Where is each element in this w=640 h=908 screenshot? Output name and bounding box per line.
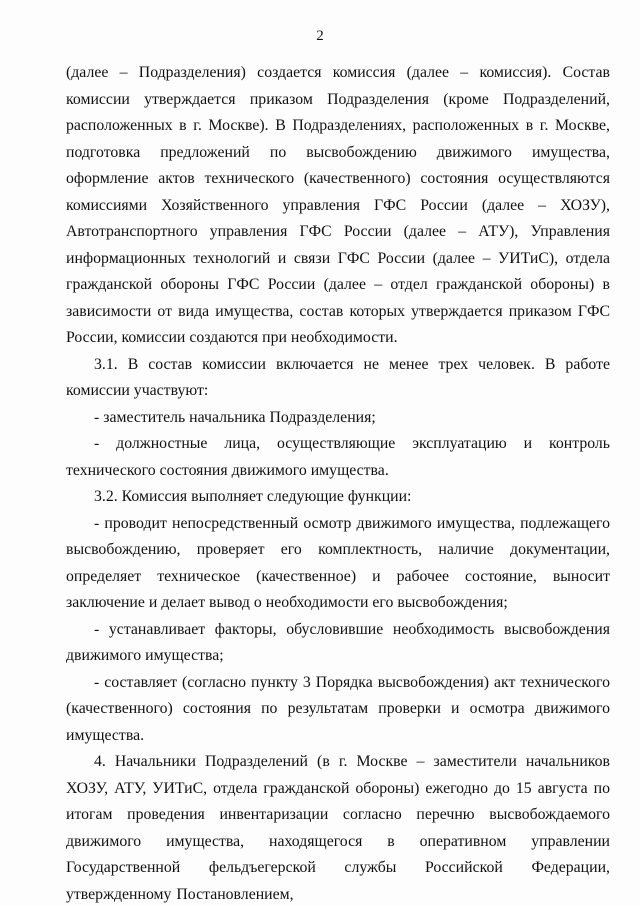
list-item-act: - составляет (согласно пункту 3 Порядка высвобождения) акт технического (качественного) состояния по результатам проверки и осмотра движимого имущества. bbox=[66, 673, 610, 744]
list-item-deputy-head: - заместитель начальника Подразделения; bbox=[94, 408, 376, 426]
paragraph-3-1: 3.1. В состав комиссии включается не менее трех человек. В работе комиссии участвуют: bbox=[66, 355, 610, 399]
document-body bbox=[66, 60, 610, 908]
paragraph-4: 4. Начальники Подразделений (в г. Москве – заместители начальников ХОЗУ, АТУ, УИТиС, отдела гражданской обороны) ежегодно до 15 августа по итогам проведения инвентаризации согласно перечню высвобождаемого движимого имущества, находящегося в оперативном управлении Государственной фельдъегерской службы Российской Федерации, утвержденному Постановлением, bbox=[66, 753, 610, 903]
list-item-inspection: - проводит непосредственный осмотр движимого имущества, подлежащего высвобождению, проверяет его комплектность, наличие документации, определяет техническое (качественное) и рабочее состояние, выносит заключение и делает вывод о необходимости его высвобождения; bbox=[66, 514, 610, 611]
paragraph-intro: (далее – Подразделения) создается комиссия (далее – комиссия). Состав комиссии утверждается приказом Подразделения (кроме Подразделений, расположенных в г. Москве). В Подразделениях, расположенных в г. Москве, подготовка предложений по высвобождению движимого имущества, оформление актов технического (качественного) состояния осуществляются комиссиями Хозяйственного управления ГФС России (далее – ХОЗУ), Автотранспортного управления ГФС России (далее – АТУ), Управления информационных технологий и связи ГФС России (далее – УИТиС), отдела гражданской обороны ГФС России (далее – отдел гражданской обороны) в зависимости от вида имущества, состав которых утверждается приказом ГФС России, комиссии создаются при необходимости. bbox=[66, 64, 610, 346]
list-item-factors: - устанавливает факторы, обусловившие необходимость высвобождения движимого имущества; bbox=[66, 620, 610, 664]
list-item-officials: - должностные лица, осуществляющие эксплуатацию и контроль технического состояния движимого имущества. bbox=[66, 435, 610, 479]
page-number: 2 bbox=[316, 28, 324, 44]
paragraph-3-2: 3.2. Комиссия выполняет следующие функции: bbox=[94, 488, 412, 505]
